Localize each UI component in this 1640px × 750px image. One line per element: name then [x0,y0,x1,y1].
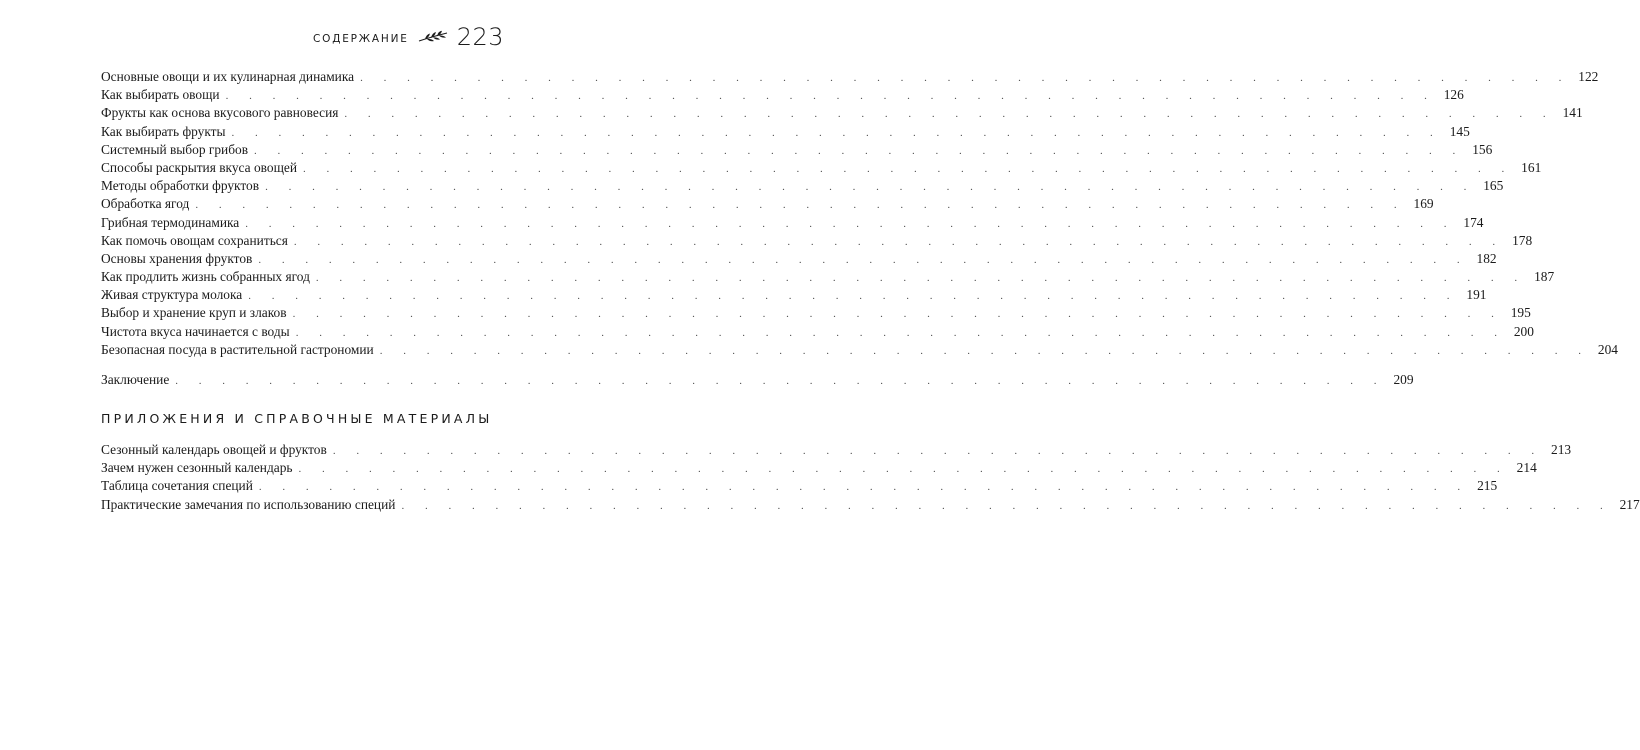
toc-conclusion [101,371,1414,389]
toc-entry-conclusion[interactable] [101,371,1414,389]
toc-entry[interactable] [101,496,1640,514]
toc-entry-page: 156 [1472,141,1493,157]
laurel-branch-icon [417,28,449,46]
toc-entry-page: 169 [1413,196,1434,212]
toc-entry-title: Чистота вкуса начинается с воды [101,323,290,339]
toc-entry-title: Основные овощи и их кулинарная динамика [101,69,355,84]
toc-entry-leader: . . . . . . . . . . . . . . . . . . . . . . . . . . . . . . . . . . . . . . . . . . . . . . . . . . . . [344,108,1555,121]
toc-entry-title: Заключение [101,372,170,387]
toc-entry[interactable] [101,477,1498,495]
toc-entry-leader: . . . . . . . . . . . . . . . . . . . . . . . . . . . . . . . . . . . . . . . . . . . . . . . . . . . . [293,235,1505,248]
toc-entry-page: 126 [1443,87,1464,103]
toc-appendix-list [101,441,1640,514]
toc-entry-leader: . . . . . . . . . . . . . . . . . . . . . . . . . . . . . . . . . . . . . . . . . . . . . . . . . . . . [231,126,1442,139]
toc-entry[interactable] [101,459,1537,477]
toc-entry-leader: . . . . . . . . . . . . . . . . . . . . . . . . . . . . . . . . . . . . . . . . . . . . . . . . . . . . [175,375,1386,387]
toc-entry-leader: . . . . . . . . . . . . . . . . . . . . . . . . . . . . . . . . . . . . . . . . . . . . . . . . . . . . [292,308,1503,321]
toc-entry[interactable] [101,214,1484,232]
toc-entry-title: Сезонный календарь овощей и фруктов [101,442,327,457]
toc-entry-page: 122 [1578,69,1599,84]
toc-entry[interactable] [101,232,1533,250]
toc-entry-page: 178 [1512,232,1533,248]
toc-entry-page: 214 [1516,460,1537,476]
toc-entry-title: Практические замечания по использованию специй [101,496,396,512]
toc-entry-title: Выбор и хранение круп и злаков [101,305,287,321]
toc-main-list [101,68,1618,359]
toc-entry[interactable] [101,250,1497,268]
toc-entry-page: 191 [1466,287,1487,303]
toc-entry[interactable] [101,341,1618,359]
toc-entry-page: 209 [1393,372,1414,387]
toc-entry-leader: . . . . . . . . . . . . . . . . . . . . . . . . . . . . . . . . . . . . . . . . . . . . . . . . . . . . [248,290,1459,303]
toc-entry[interactable] [101,441,1572,459]
toc-entry-title: Методы обработки фруктов [101,178,260,194]
toc-entry[interactable] [101,304,1531,322]
toc-entry-page: 145 [1449,123,1470,139]
toc-entry-page: 195 [1510,305,1531,321]
toc-entry-title: Зачем нужен сезонный календарь [101,460,293,476]
toc-entry-leader: . . . . . . . . . . . . . . . . . . . . . . . . . . . . . . . . . . . . . . . . . . . . . . . . . . . . [295,326,1506,339]
toc-entry[interactable] [101,286,1487,304]
toc-entry-title: Живая структура молока [101,287,243,303]
running-head [313,20,504,54]
toc-entry[interactable] [101,195,1434,213]
toc-entry-leader: . . . . . . . . . . . . . . . . . . . . . . . . . . . . . . . . . . . . . . . . . . . . . . . . . . . . [258,481,1470,494]
toc-entry-leader: . . . . . . . . . . . . . . . . . . . . . . . . . . . . . . . . . . . . . . . . . . . . . . . . . . . . [254,144,1465,157]
toc-entry[interactable] [101,323,1534,341]
toc-entry-title: Как помочь овощам сохраниться [101,232,288,248]
toc-entry-title: Грибная термодинамика [101,214,240,230]
toc-entry-leader: . . . . . . . . . . . . . . . . . . . . . . . . . . . . . . . . . . . . . . . . . . . . . . . . . . . . [195,199,1406,212]
toc-entry-leader: . . . . . . . . . . . . . . . . . . . . . . . . . . . . . . . . . . . . . . . . . . . . . . . . . . . . [258,253,1469,266]
toc-entry[interactable] [101,123,1470,141]
toc-entry-page: 141 [1562,105,1583,121]
toc-entry[interactable] [101,86,1464,104]
toc-entry-title: Обработка ягод [101,196,190,212]
toc-entry[interactable] [101,104,1583,122]
toc-entry-leader: . . . . . . . . . . . . . . . . . . . . . . . . . . . . . . . . . . . . . . . . . . . . . . . . . . . . [265,181,1476,194]
toc-entry-leader: . . . . . . . . . . . . . . . . . . . . . . . . . . . . . . . . . . . . . . . . . . . . . . . . . . . . [379,344,1590,357]
toc-entry-page: 161 [1521,159,1542,175]
toc-entry[interactable] [101,141,1493,159]
toc-entry-leader: . . . . . . . . . . . . . . . . . . . . . . . . . . . . . . . . . . . . . . . . . . . . . . . . . . . . [245,217,1456,230]
toc-entry-page: 182 [1476,250,1497,266]
toc-entry[interactable] [101,177,1504,195]
toc-entry-leader: . . . . . . . . . . . . . . . . . . . . . . . . . . . . . . . . . . . . . . . . . . . . . . . . . . . . [315,272,1527,285]
toc-entry-leader: . . . . . . . . . . . . . . . . . . . . . . . . . . . . . . . . . . . . . . . . . . . . . . . . . . . . [225,90,1436,103]
toc-entry-title: Безопасная посуда в растительной гастрономии [101,341,374,357]
toc-entry-title: Системный выбор грибов [101,141,249,157]
toc-entry-leader: . . . . . . . . . . . . . . . . . . . . . . . . . . . . . . . . . . . . . . . . . . . . . . . . . . . . [303,162,1514,175]
toc-entry-page: 200 [1513,323,1534,339]
toc-entry-page: 217 [1619,496,1640,512]
toc-entry-page: 187 [1534,269,1555,285]
toc-entry-leader: . . . . . . . . . . . . . . . . . . . . . . . . . . . . . . . . . . . . . . . . . . . . . . . . . . . . [360,72,1571,84]
toc-entry-title: Способы раскрытия вкуса овощей [101,159,298,175]
running-head-label: СОДЕРЖАНИЕ [313,33,409,45]
toc-entry-page: 204 [1597,341,1618,357]
toc-entry-page: 174 [1463,214,1484,230]
toc-entry-leader: . . . . . . . . . . . . . . . . . . . . . . . . . . . . . . . . . . . . . . . . . . . . . . . . . . . . [298,463,1509,476]
toc-entry-title: Таблица сочетания специй [101,478,253,494]
toc-entry-title: Фрукты как основа вкусового равновесия [101,105,339,121]
toc-entry[interactable] [101,68,1599,86]
toc-entry-leader: . . . . . . . . . . . . . . . . . . . . . . . . . . . . . . . . . . . . . . . . . . . . . . . . . . . . [332,445,1544,457]
toc-entry-title: Как продлить жизнь собранных ягод [101,269,310,285]
toc-entry-title: Как выбирать овощи [101,87,220,103]
toc-entry-title: Как выбирать фрукты [101,123,226,139]
toc-entry-page: 215 [1477,478,1498,494]
toc-entry-page: 213 [1551,442,1572,457]
toc-entry-page: 165 [1483,178,1504,194]
running-head-page-number: 223 [456,23,504,51]
toc-entry-title: Основы хранения фруктов [101,250,253,266]
toc-entry[interactable] [101,268,1555,286]
toc-entry-leader: . . . . . . . . . . . . . . . . . . . . . . . . . . . . . . . . . . . . . . . . . . . . . . . . . . . . [401,499,1612,512]
toc-entry[interactable] [101,159,1542,177]
appendix-heading: ПРИЛОЖЕНИЯ И СПРАВОЧНЫЕ МАТЕРИАЛЫ [101,411,493,426]
